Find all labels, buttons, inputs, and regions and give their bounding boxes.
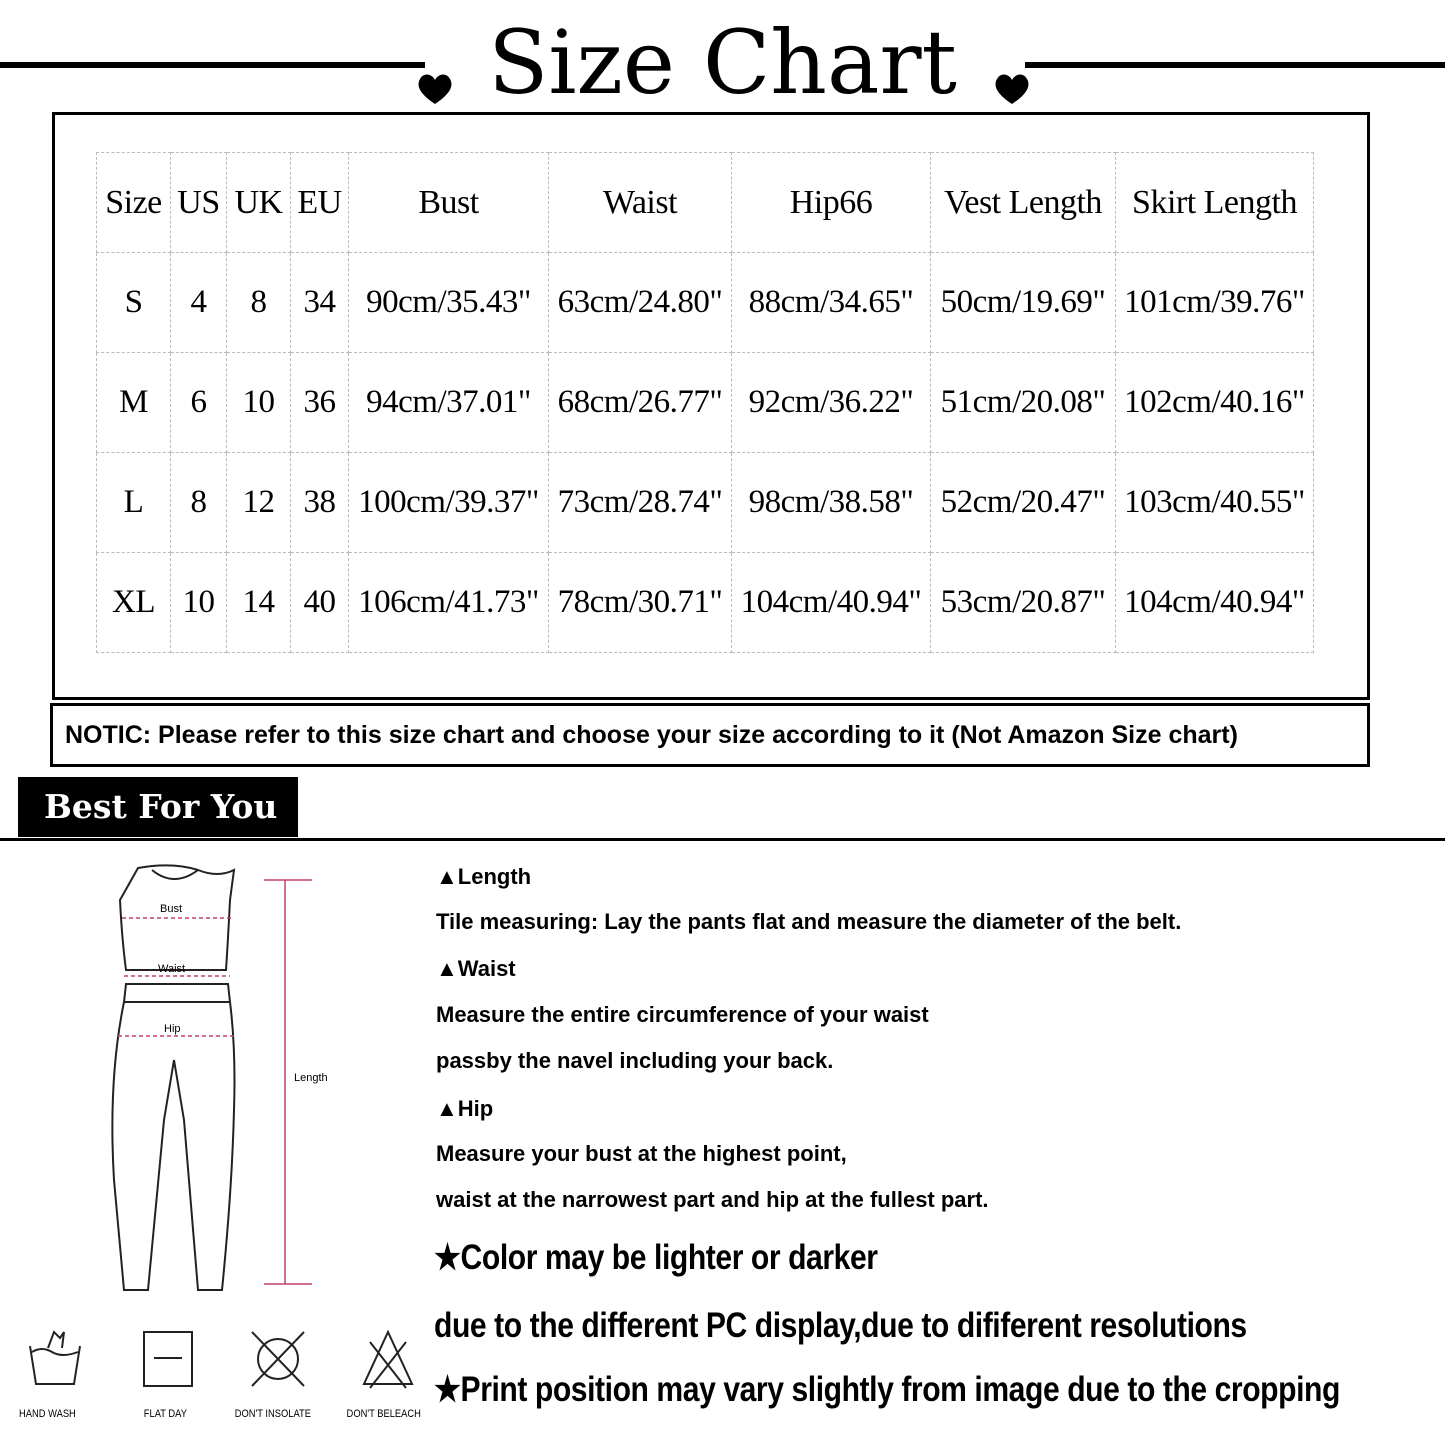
table-cell: 73cm/28.74" bbox=[549, 453, 732, 553]
diagram-label-hip: Hip bbox=[164, 1023, 181, 1035]
length-heading: ▲Length bbox=[436, 864, 532, 889]
hand-wash-icon bbox=[24, 1328, 86, 1390]
notice-banner: NOTIC: Please refer to this size chart and choose your size according to it (Not Amazon Size chart) bbox=[50, 703, 1370, 767]
table-cell: 102cm/40.16" bbox=[1116, 353, 1314, 453]
table-row bbox=[97, 553, 1314, 653]
table-cell: 10 bbox=[171, 553, 227, 653]
table-cell: 88cm/34.65" bbox=[732, 253, 931, 353]
length-text: Tile measuring: Lay the pants flat and measure the diameter of the belt. bbox=[436, 909, 1182, 934]
table-cell: 4 bbox=[171, 253, 227, 353]
table-cell: 14 bbox=[227, 553, 291, 653]
table-cell: 51cm/20.08" bbox=[931, 353, 1116, 453]
table-cell: 100cm/39.37" bbox=[349, 453, 549, 553]
table-cell: 68cm/26.77" bbox=[549, 353, 732, 453]
care-label: DON'T INSOLATE bbox=[234, 1408, 311, 1420]
table-cell: 8 bbox=[227, 253, 291, 353]
waist-heading: ▲Waist bbox=[436, 956, 516, 981]
color-notice-heading: ★Color may be lighter or darker bbox=[434, 1238, 878, 1277]
table-cell: 40 bbox=[291, 553, 349, 653]
column-header: Waist bbox=[549, 153, 732, 253]
waist-text: Measure the entire circumference of your waist bbox=[436, 1002, 929, 1027]
table-cell: S bbox=[97, 253, 171, 353]
column-header: Vest Length bbox=[931, 153, 1116, 253]
table-row bbox=[97, 253, 1314, 353]
table-cell: 106cm/41.73" bbox=[349, 553, 549, 653]
diagram-label-bust: Bust bbox=[160, 903, 183, 915]
table-cell: XL bbox=[97, 553, 171, 653]
table-cell: 94cm/37.01" bbox=[349, 353, 549, 453]
measurement-diagram bbox=[100, 860, 340, 1300]
table-cell: 98cm/38.58" bbox=[732, 453, 931, 553]
table-cell: 8 bbox=[171, 453, 227, 553]
table-cell: 90cm/35.43" bbox=[349, 253, 549, 353]
table-cell: 36 bbox=[291, 353, 349, 453]
care-label: HAND WASH bbox=[19, 1408, 76, 1420]
column-header: US bbox=[171, 153, 227, 253]
table-header-row bbox=[97, 153, 1314, 253]
hip-text: Measure your bust at the highest point, bbox=[436, 1141, 847, 1166]
do-not-bleach-icon bbox=[360, 1328, 416, 1390]
care-label: DON'T BELEACH bbox=[346, 1408, 421, 1420]
table-cell: 6 bbox=[171, 353, 227, 453]
table-cell: 10 bbox=[227, 353, 291, 453]
flat-dry-icon bbox=[140, 1328, 196, 1390]
hip-text: waist at the narrowest part and hip at the fullest part. bbox=[436, 1187, 989, 1212]
table-cell: 92cm/36.22" bbox=[732, 353, 931, 453]
table-cell: 34 bbox=[291, 253, 349, 353]
column-header: Bust bbox=[349, 153, 549, 253]
table-cell: 52cm/20.47" bbox=[931, 453, 1116, 553]
table-cell: 104cm/40.94" bbox=[1116, 553, 1314, 653]
table-cell: 104cm/40.94" bbox=[732, 553, 931, 653]
column-header: Hip66 bbox=[732, 153, 931, 253]
do-not-insolate-icon bbox=[248, 1328, 308, 1390]
column-header: UK bbox=[227, 153, 291, 253]
table-cell: 103cm/40.55" bbox=[1116, 453, 1314, 553]
table-cell: 63cm/24.80" bbox=[549, 253, 732, 353]
table-cell: L bbox=[97, 453, 171, 553]
table-cell: 78cm/30.71" bbox=[549, 553, 732, 653]
table-cell: 101cm/39.76" bbox=[1116, 253, 1314, 353]
table-row bbox=[97, 453, 1314, 553]
waist-text: passby the navel including your back. bbox=[436, 1048, 834, 1073]
table-row bbox=[97, 353, 1314, 453]
column-header: EU bbox=[291, 153, 349, 253]
table-cell: 12 bbox=[227, 453, 291, 553]
column-header: Skirt Length bbox=[1116, 153, 1314, 253]
diagram-label-waist: Waist bbox=[158, 963, 186, 975]
care-label: FLAT DAY bbox=[143, 1408, 187, 1420]
section-rule bbox=[0, 838, 1445, 841]
print-notice-text: ★Print position may vary slightly from image due to the cropping bbox=[434, 1370, 1340, 1409]
table-cell: 38 bbox=[291, 453, 349, 553]
table-cell: M bbox=[97, 353, 171, 453]
table-cell: 50cm/19.69" bbox=[931, 253, 1116, 353]
column-header: Size bbox=[97, 153, 171, 253]
section-title: Best For You bbox=[18, 777, 298, 837]
size-table bbox=[96, 152, 1314, 653]
table-cell: 53cm/20.87" bbox=[931, 553, 1116, 653]
page-title: Size Chart bbox=[488, 11, 957, 114]
color-notice-text: due to the different PC display,due to dififerent resolutions bbox=[434, 1306, 1247, 1345]
hip-heading: ▲Hip bbox=[436, 1096, 494, 1121]
diagram-label-length: Length bbox=[294, 1072, 328, 1084]
